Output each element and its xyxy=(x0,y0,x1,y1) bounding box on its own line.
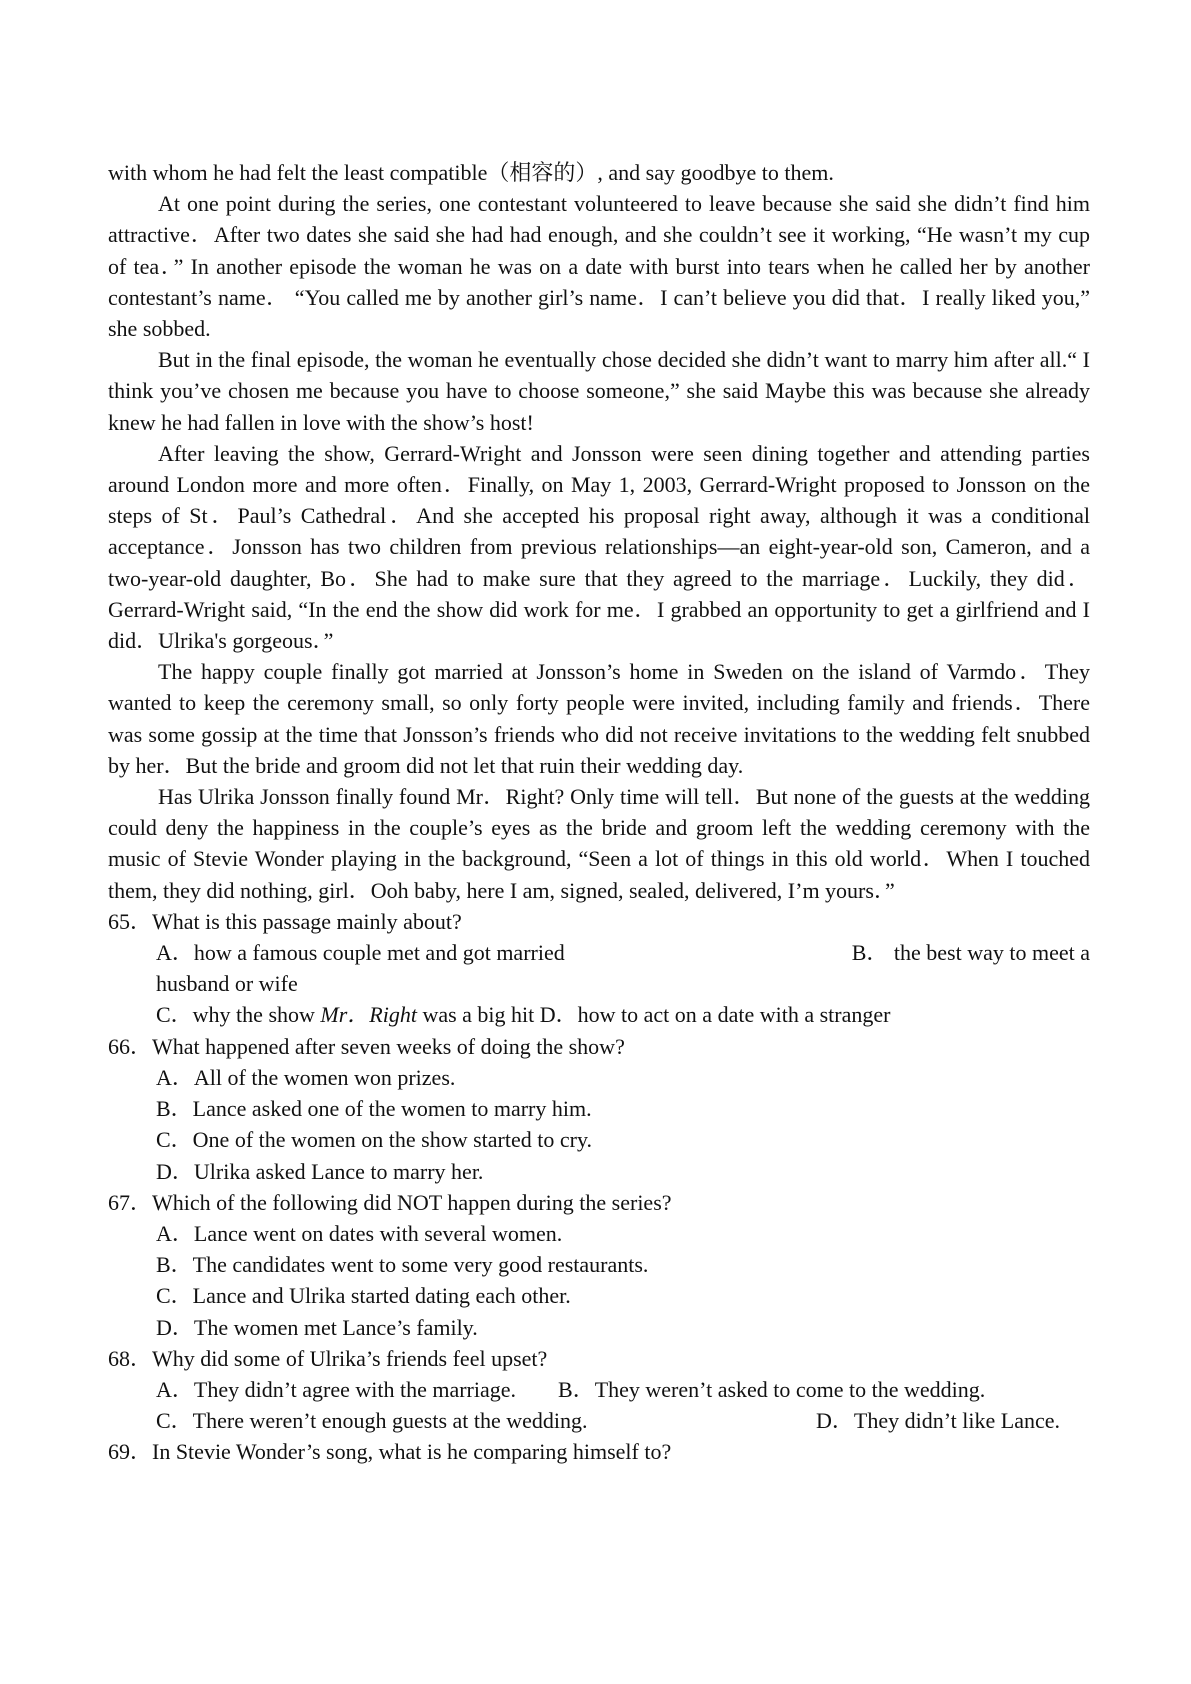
option-d: D．The women met Lance’s family. xyxy=(156,1314,478,1340)
show-title: Mr．Right xyxy=(320,1002,417,1028)
option-c: C．There weren’t enough guests at the wedding. xyxy=(156,1408,588,1434)
option-c-suffix: was a big hit D．how to act on a date with a stranger xyxy=(416,1002,891,1028)
paragraph-contestant-leaves: At one point during the series, one contestant volunteered to leave because she said she didn’t find him attractive．After two dates she said she had had enough, and she couldn’t see it working, “He wasn’t my cup of tea．” In another episode the woman he was on a date with burst into tears when he called her by another contestant’s name． “You called me by another girl’s name．I can’t believe you did that．I really liked you,” she sobbed. xyxy=(108,191,1090,342)
paragraph-mr-right: Has Ulrika Jonsson finally found Mr．Right? Only time will tell．But none of the guests at the wedding could deny the happiness in the couple’s eyes as the bride and groom left the wedding ceremony with the music of Stevie Wonder playing in the background, “Seen a lot of things in this old world．When I touched them, they did nothing, girl．Ooh baby, here I am, signed, sealed, delivered, I’m yours．” xyxy=(108,784,1090,903)
option-c: C．Lance and Ulrika started dating each other. xyxy=(156,1283,571,1309)
options-row-ab xyxy=(108,1374,1090,1405)
option-c-prefix: C．why the show xyxy=(156,1002,321,1028)
paragraph-final-episode: But in the final episode, the woman he eventually chose decided she didn’t want to marry him after all.“ I think you’ve chosen me because you have to choose someone,” she said Maybe this was because she already knew he had fallen in love with the show’s host! xyxy=(108,347,1090,435)
option-c: C．One of the women on the show started to cry. xyxy=(156,1127,593,1153)
option-d: D．Ulrika asked Lance to marry her. xyxy=(156,1158,484,1184)
option-a: A．how a famous couple met and got married xyxy=(156,940,565,966)
option-c-d xyxy=(108,999,1090,1030)
question-stem: 68．Why did some of Ulrika’s friends feel upset? xyxy=(108,1345,548,1371)
option-b: B．The candidates went to some very good restaurants. xyxy=(156,1252,649,1278)
options-row-cd xyxy=(108,1405,1090,1436)
option-d: D．They didn’t like Lance. xyxy=(816,1408,1060,1434)
question-65 xyxy=(108,906,1090,1031)
option-a: A．They didn’t agree with the marriage. xyxy=(156,1376,517,1402)
question-stem: 69．In Stevie Wonder’s song, what is he comparing himself to? xyxy=(108,1439,672,1465)
question-stem: 67．Which of the following did NOT happen during the series? xyxy=(108,1189,672,1215)
document-page xyxy=(108,157,1090,1468)
option-b: B． the best way to meet a xyxy=(851,940,1090,966)
options-row xyxy=(108,937,1090,968)
option-a: A．Lance went on dates with several women. xyxy=(156,1220,563,1246)
option-b-continued: husband or wife xyxy=(156,971,298,997)
paragraph-after-show: After leaving the show, Gerrard-Wright and Jonsson were seen dining together and attending parties around London more and more often．Finally, on May 1, 2003, Gerrard-Wright proposed to Jonsson on the steps of St．Paul’s Cathedral．And she accepted his proposal right away, although it was a conditional acceptance．Jonsson has two children from previous relationships—an eight-year-old son, Cameron, and a two-year-old daughter, Bo．She had to make sure that they agreed to the marriage．Luckily, they did．Gerrard-Wright said, “In the end the show did work for me．I grabbed an opportunity to get a girlfriend and I did．Ulrika's gorgeous．” xyxy=(108,440,1090,654)
question-stem: 66．What happened after seven weeks of doing the show? xyxy=(108,1033,625,1059)
question-67 xyxy=(108,1187,1090,1343)
question-69 xyxy=(108,1436,1090,1467)
option-b: B．They weren’t asked to come to the wedding. xyxy=(558,1376,986,1402)
paragraph-continuation: with whom he had felt the least compatible（相容的）, and say goodbye to them. xyxy=(108,160,834,185)
question-stem: 65．What is this passage mainly about? xyxy=(108,908,462,934)
option-b: B．Lance asked one of the women to marry him. xyxy=(156,1096,592,1122)
option-a: A．All of the women won prizes. xyxy=(156,1064,456,1090)
question-68 xyxy=(108,1343,1090,1437)
question-66 xyxy=(108,1031,1090,1187)
paragraph-wedding: The happy couple finally got married at Jonsson’s home in Sweden on the island of Varmdo．They wanted to keep the ceremony small, so only forty people were invited, including family and friends．There was some gossip at the time that Jonsson’s friends who did not receive invitations to the wedding felt snubbed by her．But the bride and groom did not let that ruin their wedding day. xyxy=(108,659,1090,778)
